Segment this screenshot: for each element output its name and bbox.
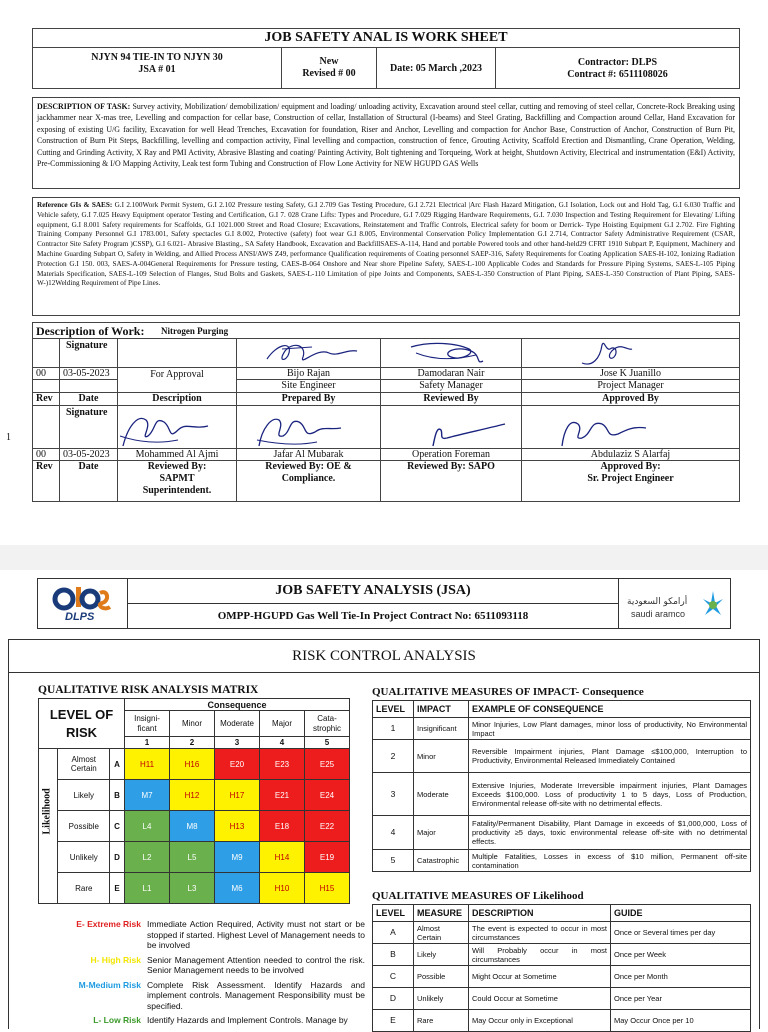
- dlps-logo: [38, 579, 128, 628]
- legend-row: [29, 919, 369, 951]
- approved-name: Jose K Juanillo: [521, 367, 740, 380]
- matrix-row: [39, 811, 350, 842]
- matrix-cell: M6: [215, 873, 260, 904]
- matrix-row-label: Possible: [58, 811, 110, 842]
- risk-control-title-bar: [9, 640, 759, 673]
- worksheet-title-bar: [32, 28, 740, 48]
- matrix-row-letter: D: [110, 842, 125, 873]
- matrix-cell: L4: [125, 811, 170, 842]
- likelihood-header-cell: LEVEL: [373, 905, 414, 922]
- signature-reviewed: [380, 338, 522, 368]
- matrix-cell: H13: [215, 811, 260, 842]
- hdr2-col2-line1: Reviewed By: OE &: [265, 461, 352, 472]
- likelihood-header-cell: GUIDE: [611, 905, 751, 922]
- impact-level: 3: [373, 773, 414, 816]
- consequence-col-number: 1: [125, 737, 170, 749]
- consequence-col-number: 2: [170, 737, 215, 749]
- likelihood-body: [373, 922, 751, 1032]
- impact-name: Minor: [414, 740, 469, 773]
- matrix-cell: M9: [215, 842, 260, 873]
- hdr2-col3: [380, 460, 522, 502]
- contractor-name: Contractor: DLPS: [577, 57, 658, 68]
- consequence-col-name: Major: [260, 711, 305, 737]
- consequence-col-number: 4: [260, 737, 305, 749]
- approved-role: Project Manager: [521, 379, 740, 393]
- likelihood-level: D: [373, 988, 414, 1010]
- rev1-description-cell: [117, 367, 237, 393]
- likelihood-guide: Once per Month: [611, 966, 751, 988]
- likelihood-description: Might Occur at Sometime: [469, 966, 611, 988]
- signature-label: Signature: [66, 340, 108, 351]
- contract-number: Contract #: 6511108026: [567, 69, 668, 80]
- impact-header-row: [373, 701, 751, 718]
- legend-row: [29, 955, 369, 976]
- matrix-row: [39, 749, 350, 780]
- jsa-title: JOB SAFETY ANALYSIS (JSA): [275, 583, 471, 598]
- hdr2-col4: [521, 460, 740, 502]
- matrix-cell: H14: [260, 842, 305, 873]
- legend-text: Senior Management Attention needed to control the risk. Senior Management needs to be involved: [147, 954, 365, 975]
- matrix-row-letter: E: [110, 873, 125, 904]
- risk-legend: [29, 919, 369, 1030]
- matrix-body: [39, 749, 350, 904]
- matrix-cell: L2: [125, 842, 170, 873]
- likelihood-guide: Once per Week: [611, 944, 751, 966]
- likelihood-axis-label: Likelihood: [41, 787, 53, 834]
- signature-alarfaj-icon: [522, 406, 741, 450]
- hdr2-col4-line2: Sr. Project Engineer: [587, 473, 674, 484]
- contractor-cell: [495, 47, 740, 89]
- reviewed-name: Damodaran Nair: [380, 367, 522, 380]
- impact-example: Minor Injuries, Low Plant damages, minor loss of productivity, No Environmental Impact: [469, 718, 751, 740]
- work-value: Nitrogen Purging: [161, 326, 229, 336]
- hdr2-col1-line3: Superintendent.: [142, 485, 212, 496]
- reviewed-role: Safety Manager: [380, 379, 522, 393]
- rev2-name-1: Mohammed Al Ajmi: [117, 448, 237, 461]
- aramco-logo-arabic: أرامكو السعودية: [627, 597, 688, 607]
- margin-mark: 1: [6, 432, 11, 443]
- revision-number: Revised # 00: [302, 68, 356, 79]
- rev2-date: 03-05-2023: [59, 448, 118, 461]
- date-cell: [376, 47, 496, 89]
- jsa-subtitle-cell: [128, 604, 618, 628]
- likelihood-description: Could Occur at Sometime: [469, 988, 611, 1010]
- signature-sr-engineer: [521, 405, 740, 449]
- matrix-cell: E22: [305, 811, 350, 842]
- aramco-logo-english: saudi aramco: [631, 609, 686, 619]
- matrix-cell: L3: [170, 873, 215, 904]
- reference-text: G.I 2.100Work Permit System, G.I 2.102 Pressure testing Safety, G.I 2.709 Gas Testing Procedure, G.I 2.721 Electrical |Arc Flash Hazard Mitigation, G.I Isolation, Lock out and Hold Tag, G.I 6.030 Traffic and Vehicle safety, G.I 7.025 Heavy Equipment operator Testing and Certification, G.I 7. 028 Crane Lifts: Types and Procedure, G.I 7.029 Rigging Hardware Requirements, G.I. 7.030 Inspection and Testing Requirement for Elevating/ Lifting equipment, G.I 8.001 Safety requirements for Scaffolds, G.I 1021.000 Street and Road Closure; Excavations, Reinstatement and Traffic Controls, Electrical safety for boom or Derrick- Type Hoisting Equipment G.I 2.702. Fire Fighting Training Company Personnel G.I 1783.001, Safety spectacles G.I 8.002, Protective (safety) foot wear G.I 8.005, Environmental Conservation Policy Implementation G.I 2.714, Contractor Safety Administrative Requirement (CSAR, Contractor Site Safety Program )CSSP), G.I 6.021- Abrasive Blasting., SA Safety Handbook, Excavation and BackfillSAES-A-114, Hand and portable Powered tools and other hand-held29 CFRT 1910 Subpart P, Equipment, Machinery and Machine Guarding Subpart O, Safety in Welding, and Allied Process ANSI/AWS Z49, performance Qualification requirements of Coating personnel SAEP-316, Safety Requirements for Coating Application SAES-H-102, Ionizing Radiation Protection G.I 150. 003, SAES-A-004General Requirements for Pressure testing, CAES-B-064 Onshore and Near shore Pipeline Safety, SAES-L-100 Applicable Codes and Standards for Pressure Piping Systems, SAES-L-105 Piping Materials Specification, SAES-L-109 Selection of Flanges, Stud Bolts and Gaskets, SAES-L-110 Limitation of pipe Joints and Components, SAES-L-350 Construction of Plant Piping, SAES-L-350 Construction of Plant Piping, SAES-W-)12Welding Requirement of Pipe Lines.: [37, 201, 736, 288]
- impact-level: 2: [373, 740, 414, 773]
- hdr2-col4-line1: Approved By:: [600, 461, 661, 472]
- new-label: New: [319, 56, 339, 67]
- likelihood-measure: Unlikely: [414, 988, 469, 1010]
- legend-row: [29, 980, 369, 1012]
- level-of-risk-label: LEVEL OF RISK: [49, 706, 114, 740]
- hdr2-col1: [117, 460, 237, 502]
- signature2-label-cell: [59, 405, 118, 449]
- prepared-name: Bijo Rajan: [236, 367, 381, 380]
- matrix-cell: H17: [215, 780, 260, 811]
- impact-title: QUALITATIVE MEASURES OF IMPACT- Consequence: [372, 686, 644, 698]
- impact-level: 4: [373, 816, 414, 850]
- work-label: Description of Work:: [36, 324, 145, 338]
- hdr2-col3-line1: Reviewed By: SAPO: [407, 461, 495, 472]
- signature-prepared: [236, 338, 381, 368]
- hdr1-reviewed: Reviewed By: [380, 392, 522, 406]
- likelihood-description: May Occur only in Exceptional: [469, 1010, 611, 1032]
- matrix-row-label: Almost Certain: [58, 749, 110, 780]
- likelihood-level: C: [373, 966, 414, 988]
- matrix-row: [39, 873, 350, 904]
- hdr2-date: Date: [59, 460, 118, 502]
- page-separator: [0, 545, 768, 570]
- matrix-cell: H15: [305, 873, 350, 904]
- matrix-cell: E23: [260, 749, 305, 780]
- legend-text: Immediate Action Required, Activity must not start or be stopped if started. Highest Level of Management needs to be involved: [147, 919, 365, 950]
- matrix-cell: H11: [125, 749, 170, 780]
- likelihood-measure: Almost Certain: [414, 922, 469, 944]
- legend-label: H- High Risk: [90, 954, 141, 965]
- likelihood-measure: Likely: [414, 944, 469, 966]
- impact-row: [373, 718, 751, 740]
- worksheet-title: JOB SAFETY ANAL IS WORK SHEET: [264, 30, 508, 45]
- likelihood-level: E: [373, 1010, 414, 1032]
- risk-control-frame: [8, 639, 760, 1029]
- consequence-header: [125, 699, 350, 711]
- impact-header-cell: EXAMPLE OF CONSEQUENCE: [469, 701, 751, 718]
- matrix-row-letter: B: [110, 780, 125, 811]
- matrix-cell: E20: [215, 749, 260, 780]
- rev1-number: 00: [32, 367, 60, 380]
- jsa-header: [37, 578, 731, 629]
- rev1-date: 03-05-2023: [59, 367, 118, 380]
- aramco-star-icon: [701, 589, 725, 619]
- matrix-cell: E25: [305, 749, 350, 780]
- task-label: DESCRIPTION OF TASK:: [37, 102, 131, 111]
- hdr2-col2: [236, 460, 381, 502]
- matrix-row-label: Unlikely: [58, 842, 110, 873]
- consequence-col-name: Cata-strophic: [305, 711, 350, 737]
- project-line-2: JSA # 01: [138, 64, 176, 75]
- matrix-row: [39, 780, 350, 811]
- likelihood-row: [373, 922, 751, 944]
- hdr2-col1-line1: Reviewed By:: [147, 461, 207, 472]
- signature-jose-icon: [522, 339, 741, 369]
- likelihood-title: QUALITATIVE MEASURES OF Likelihood: [372, 890, 584, 902]
- signature-ajmi-icon: [118, 406, 238, 450]
- consequence-col-name: Insigni-ficant: [125, 711, 170, 737]
- rev1-description: For Approval: [150, 369, 204, 380]
- likelihood-header-cell: MEASURE: [414, 905, 469, 922]
- likelihood-description: Will Probably occur in most circumstances: [469, 944, 611, 966]
- jsa-title-cell: [128, 579, 618, 604]
- impact-level: 5: [373, 850, 414, 872]
- project-line-1: NJYN 94 TIE-IN TO NJYN 30: [91, 52, 223, 63]
- impact-example: Extensive Injuries, Moderate Irreversible impairment injuries, Plant Damages Exceeds $100,000. Loss of productivity 1 to 5 days, Loss of Production, Environmental release off-site with no detrimental effects.: [469, 773, 751, 816]
- impact-level: 1: [373, 718, 414, 740]
- impact-name: Moderate: [414, 773, 469, 816]
- matrix-cell: M7: [125, 780, 170, 811]
- revision-cell: [281, 47, 377, 89]
- impact-table: [372, 700, 751, 872]
- consequence-label: Consequence: [207, 699, 267, 710]
- likelihood-axis: [39, 749, 58, 904]
- impact-row: [373, 773, 751, 816]
- likelihood-level: A: [373, 922, 414, 944]
- signature-bijo-icon: [237, 339, 382, 369]
- impact-name: Catastrophic: [414, 850, 469, 872]
- project-cell: [32, 47, 282, 89]
- hdr2-rev: Rev: [32, 460, 60, 502]
- likelihood-description: The event is expected to occur in most circumstances: [469, 922, 611, 944]
- hdr1-prepared: Prepared By: [236, 392, 381, 406]
- matrix-cell: E24: [305, 780, 350, 811]
- jsa-subtitle: OMPP-HGUPD Gas Well Tie-In Project Contract No: 6511093118: [217, 610, 529, 622]
- impact-example: Fatality/Permanent Disability, Plant Damage in exceeds of $1,000,000, Loss of productivity ≥5 days, toxic environmental release off-site with no detrimental effects.: [469, 816, 751, 850]
- hdr1-date: Date: [59, 392, 118, 406]
- rev2-name-3: Operation Foreman: [380, 448, 522, 461]
- consequence-col-number: 5: [305, 737, 350, 749]
- signature-sapo-icon: [381, 406, 523, 450]
- matrix-row-letter: A: [110, 749, 125, 780]
- legend-text: Identify Hazards and Implement Controls. Manage by: [147, 1015, 348, 1025]
- likelihood-row: [373, 966, 751, 988]
- work-description-row: [32, 322, 740, 339]
- matrix-cell: M8: [170, 811, 215, 842]
- likelihood-measure: Rare: [414, 1010, 469, 1032]
- likelihood-measure: Possible: [414, 966, 469, 988]
- matrix-row-label: Likely: [58, 780, 110, 811]
- likelihood-header-row: [373, 905, 751, 922]
- signature-oe: [236, 405, 381, 449]
- matrix-cell: E21: [260, 780, 305, 811]
- likelihood-row: [373, 988, 751, 1010]
- task-description-box: [32, 97, 740, 189]
- risk-matrix-table: [38, 698, 350, 904]
- impact-row: [373, 816, 751, 850]
- impact-name: Insignificant: [414, 718, 469, 740]
- impact-header-cell: IMPACT: [414, 701, 469, 718]
- risk-control-title: RISK CONTROL ANALYSIS: [292, 648, 476, 664]
- rev2-name-2: Jafar Al Mubarak: [236, 448, 381, 461]
- likelihood-guide: Once or Several times per day: [611, 922, 751, 944]
- matrix-row-label: Rare: [58, 873, 110, 904]
- likelihood-header-cell: DESCRIPTION: [469, 905, 611, 922]
- matrix-cell: E19: [305, 842, 350, 873]
- matrix-cell: E18: [260, 811, 305, 842]
- matrix-cell: H10: [260, 873, 305, 904]
- risk-control-page: [0, 570, 768, 1024]
- rev2-number: 00: [32, 448, 60, 461]
- matrix-cell: L1: [125, 873, 170, 904]
- risk-matrix: [38, 698, 350, 904]
- hdr1-description: Description: [117, 392, 237, 406]
- reference-label: Reference GIs & SAES:: [37, 201, 113, 209]
- matrix-row: [39, 842, 350, 873]
- matrix-cell: H12: [170, 780, 215, 811]
- signature-sapmt: [117, 405, 237, 449]
- matrix-row-letter: C: [110, 811, 125, 842]
- hdr1-approved: Approved By: [521, 392, 740, 406]
- legend-label: M-Medium Risk: [78, 979, 141, 990]
- likelihood-guide: Once per Year: [611, 988, 751, 1010]
- hdr1-rev: Rev: [32, 392, 60, 406]
- level-of-risk-cell: [39, 699, 125, 749]
- impact-name: Major: [414, 816, 469, 850]
- consequence-col-name: Moderate: [215, 711, 260, 737]
- signature2-label: Signature: [66, 407, 108, 418]
- likelihood-row: [373, 1010, 751, 1032]
- reference-box: [32, 197, 740, 316]
- legend-text: Complete Risk Assessment. Identify Hazards and implement controls. Management Responsibility must be specified.: [147, 979, 365, 1011]
- aramco-logo: [618, 579, 730, 628]
- rev2-name-4: Abdulaziz S Alarfaj: [521, 448, 740, 461]
- consequence-col-name: Minor: [170, 711, 215, 737]
- matrix-title: QUALITATIVE RISK ANALYSIS MATRIX: [38, 684, 259, 696]
- task-text: Survey activity, Mobilization/ demobilization/ equipment and loading/ unloading activity, Excavation around steel cellar, cutting and removing of steel cellar, Concrete-Rock Breaking using jackhammer near X-mas tree, Levelling and compaction for cellar base, Construction of cellar, Installation of Structural (I-beams) and Steel Grating, Backfilling and Compaction around Cellar, Hand Excavation for exposing of existing U/G facility, Excavation for well Head Trenches, Excavation for foundation, Riser and Anchor, Levelling and compaction for Anchor Base, Construction of Anchor, Construction of Burn Pit, Construction of Burn Pit Steps, Backfilling, levelling and compaction activity, Final levelling and compaction, construction of fence, Grouting Activity, Scaffold Erection and Dismantling, Crane Operation, Welding, Cutting and Grinding Activity, X Ray and PMI Activity, Abrasive Blasting and coating/ Painting Activity, Bolt tightening and Torqueing, Work at height, Shutdown Activity, Electrical and instrumentation (E&I) Activity, Pre-Commissioning & I/O Mapping Activity, Leak test form Tubing and Construction of Flow Lone Activity for NEW HGUPD GAS Wells: [37, 102, 735, 169]
- worksheet-date: Date: 05 March ,2023: [389, 63, 483, 74]
- matrix-cell: L5: [170, 842, 215, 873]
- signature-approved: [521, 338, 740, 368]
- signature-label-cell: [59, 338, 118, 368]
- hdr2-col1-line2: SAPMT: [159, 473, 195, 484]
- signature-sapo: [380, 405, 522, 449]
- likelihood-row: [373, 944, 751, 966]
- prepared-role: Site Engineer: [236, 379, 381, 393]
- legend-label: L- Low Risk: [93, 1015, 141, 1025]
- likelihood-level: B: [373, 944, 414, 966]
- hdr2-col2-line2: Compliance.: [281, 473, 336, 484]
- matrix-cell: H16: [170, 749, 215, 780]
- impact-example: Multiple Fatalities, Losses in excess of $10 million, Permanent off-site contamination: [469, 850, 751, 872]
- impact-example: Reversible Impairment injuries, Plant Damage ≤$100,000, Interruption to Productivity, Environmental Released Immediately Contained: [469, 740, 751, 773]
- legend-label: E- Extreme Risk: [76, 919, 141, 929]
- impact-row: [373, 740, 751, 773]
- signature-jafar-icon: [237, 406, 382, 450]
- impact-body: [373, 718, 751, 872]
- signature-damodaran-icon: [381, 339, 523, 369]
- dlps-logo-text: DLPS: [65, 611, 95, 623]
- impact-row: [373, 850, 751, 872]
- likelihood-guide: May Occur Once per 10: [611, 1010, 751, 1032]
- impact-header-cell: LEVEL: [373, 701, 414, 718]
- likelihood-table: [372, 904, 751, 1032]
- consequence-col-number: 3: [215, 737, 260, 749]
